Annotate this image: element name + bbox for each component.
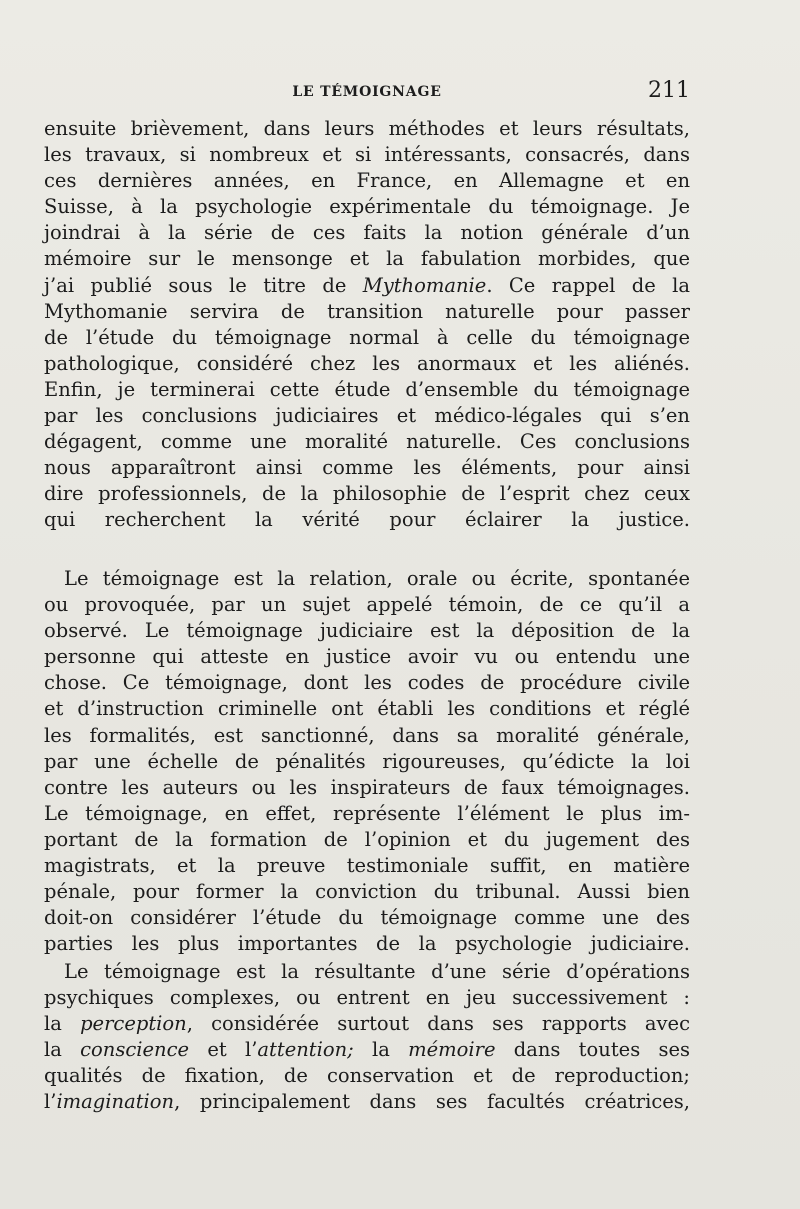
- paragraph-3: [44, 959, 690, 1116]
- text-line: contre les auteurs ou les inspirateurs de faux témoignages.: [44, 775, 690, 799]
- text-line: chose. Ce témoignage, dont les codes de procédure civile: [44, 671, 690, 695]
- text-line: qualités de fixation, de conservation et de reproduction;: [44, 1064, 690, 1088]
- text-line: de l’étude du témoignage normal à celle du témoignage: [44, 325, 690, 349]
- text-line: par les conclusions judiciaires et médico-légales qui s’en: [44, 404, 690, 428]
- text-line: dégagent, comme une moralité naturelle. Ces conclusions: [44, 430, 690, 454]
- paragraph-1: [44, 116, 690, 534]
- text-line: doit-on considérer l’étude du témoignage comme une des: [44, 906, 690, 930]
- text-line: ou provoquée, par un sujet appelé témoin, de ce qu’il a: [44, 593, 690, 617]
- text-line: Mythomanie servira de transition naturelle pour passer: [44, 299, 690, 323]
- text-line: Le témoignage est la relation, orale ou écrite, spontanée: [64, 567, 690, 590]
- text-line: [44, 1037, 690, 1063]
- text-segment: et l’: [189, 1038, 258, 1062]
- text-line: dire professionnels, de la philosophie de l’esprit chez ceux: [44, 482, 690, 506]
- term-attention: attention;: [257, 1038, 354, 1062]
- text-segment: , principalement dans ses facultés créatrices,: [174, 1090, 690, 1114]
- paragraph-2: [44, 566, 690, 957]
- page-number: 211: [648, 78, 690, 103]
- text-segment: la: [353, 1038, 409, 1062]
- text-line: les travaux, si nombreux et si intéressants, consacrés, dans: [44, 143, 690, 167]
- text-line: parties les plus importantes de la psychologie judiciaire.: [44, 932, 690, 956]
- text-line: pénale, pour former la conviction du tribunal. Aussi bien: [44, 880, 690, 904]
- text-line: observé. Le témoignage judiciaire est la déposition de la: [44, 619, 690, 643]
- text-line: mémoire sur le mensonge et la fabulation morbides, que: [44, 247, 690, 271]
- text-line: nous apparaîtront ainsi comme les éléments, pour ainsi: [44, 456, 690, 480]
- book-title-mythomanie: Mythomanie: [362, 273, 487, 297]
- text-segment: la: [44, 1012, 81, 1036]
- text-segment: dans toutes ses: [495, 1038, 691, 1062]
- text-line: les formalités, est sanctionné, dans sa moralité générale,: [44, 723, 690, 747]
- text-line: et d’instruction criminelle ont établi les conditions et réglé: [44, 697, 690, 721]
- term-perception: perception: [80, 1012, 187, 1036]
- term-memoire: mémoire: [408, 1038, 496, 1062]
- text-line: par une échelle de pénalités rigoureuses, qu’édicte la loi: [44, 749, 690, 773]
- text-segment: , considérée surtout dans ses rapports avec: [186, 1012, 690, 1036]
- text-line: ces dernières années, en France, en Allemagne et en: [44, 169, 690, 193]
- running-title: LE TÉMOIGNAGE: [292, 84, 442, 100]
- text-segment: . Ce rappel de la: [486, 273, 691, 297]
- page-header: [44, 78, 690, 104]
- text-line: Enfin, je terminerai cette étude d’ensemble du témoignage: [44, 377, 690, 401]
- text-line: portant de la formation de l’opinion et du jugement des: [44, 827, 690, 851]
- term-conscience: conscience: [80, 1038, 190, 1062]
- text-line: [44, 273, 690, 299]
- text-line: joindrai à la série de ces faits la notion générale d’un: [44, 221, 690, 245]
- text-line: [44, 1011, 690, 1037]
- term-imagination: imagination: [56, 1090, 175, 1114]
- text-line: pathologique, considéré chez les anormaux et les aliénés.: [44, 351, 690, 375]
- text-segment: la: [44, 1038, 81, 1062]
- text-line: Le témoignage, en effet, représente l’élément le plus im-: [44, 801, 690, 825]
- text-segment: j’ai publié sous le titre de: [44, 273, 363, 297]
- text-line: [44, 1089, 690, 1115]
- text-line: qui recherchent la vérité pour éclairer la justice.: [44, 508, 690, 532]
- text-line: psychiques complexes, ou entrent en jeu successivement :: [44, 986, 690, 1010]
- text-line: Suisse, à la psychologie expérimentale du témoignage. Je: [44, 195, 690, 219]
- text-line: personne qui atteste en justice avoir vu ou entendu une: [44, 645, 690, 669]
- text-segment: l’: [44, 1090, 57, 1114]
- text-line: ensuite brièvement, dans leurs méthodes et leurs résultats,: [44, 117, 690, 140]
- text-line: magistrats, et la preuve testimoniale suffit, en matière: [44, 854, 690, 878]
- text-line: Le témoignage est la résultante d’une série d’opérations: [64, 960, 690, 983]
